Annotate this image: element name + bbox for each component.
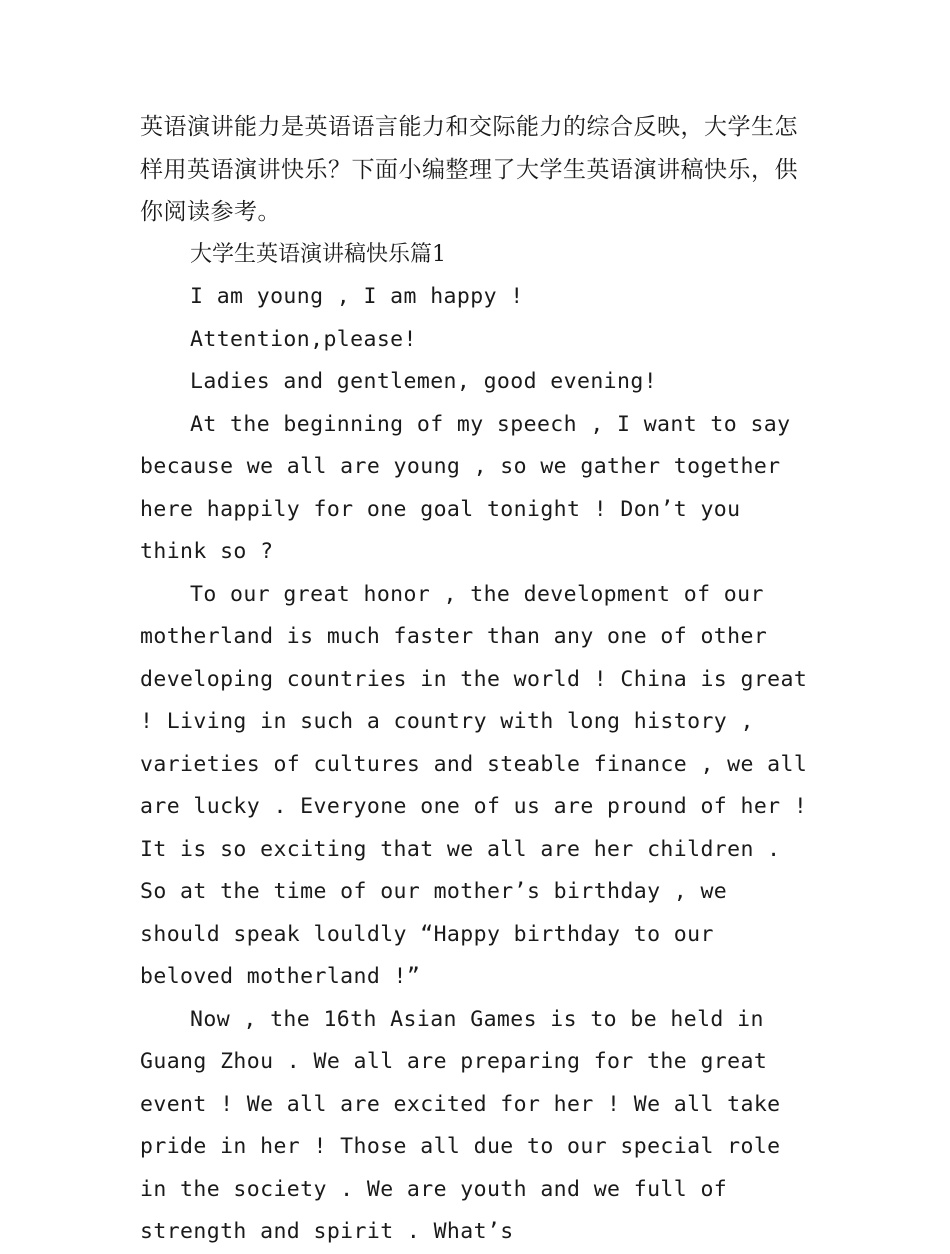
section-heading: 大学生英语演讲稿快乐篇1 <box>190 241 446 267</box>
document-page <box>140 106 820 1254</box>
intro-paragraph: 英语演讲能力是英语语言能力和交际能力的综合反映，大学生怎样用英语演讲快乐？下面小编整理了大学生英语演讲稿快乐，供你阅读参考。 <box>140 114 798 225</box>
speech-line: Ladies and gentlemen, good evening! <box>190 369 658 394</box>
speech-paragraph: To our great honor , the development of our motherland is much faster than any one of other developing countries in the world ! China is great ! Living in such a country with long history , varieties of cultures and steable finance , we all are lucky . Everyone one of us are pround of her ! It is so exciting that we all are her children . So at the time of our mother’s birthday , we should speak louldly “Happy birthday to our beloved motherland !” <box>140 581 808 989</box>
speech-paragraph: Now , the 16th Asian Games is to be held in Guang Zhou . We all are preparing for the great event ! We all are excited for her ! We all take pride in her ! Those all due to our special role in the society . We are youth and we full of strength and spirit . What’s <box>140 1006 781 1244</box>
speech-line: Attention,please! <box>190 326 417 352</box>
speech-paragraph: At the beginning of my speech , I want to say because we all are young , so we gather together here happily for one goal tonight ! Don’t you think so ? <box>140 411 791 564</box>
speech-line: I am young , I am happy ! <box>190 284 524 309</box>
